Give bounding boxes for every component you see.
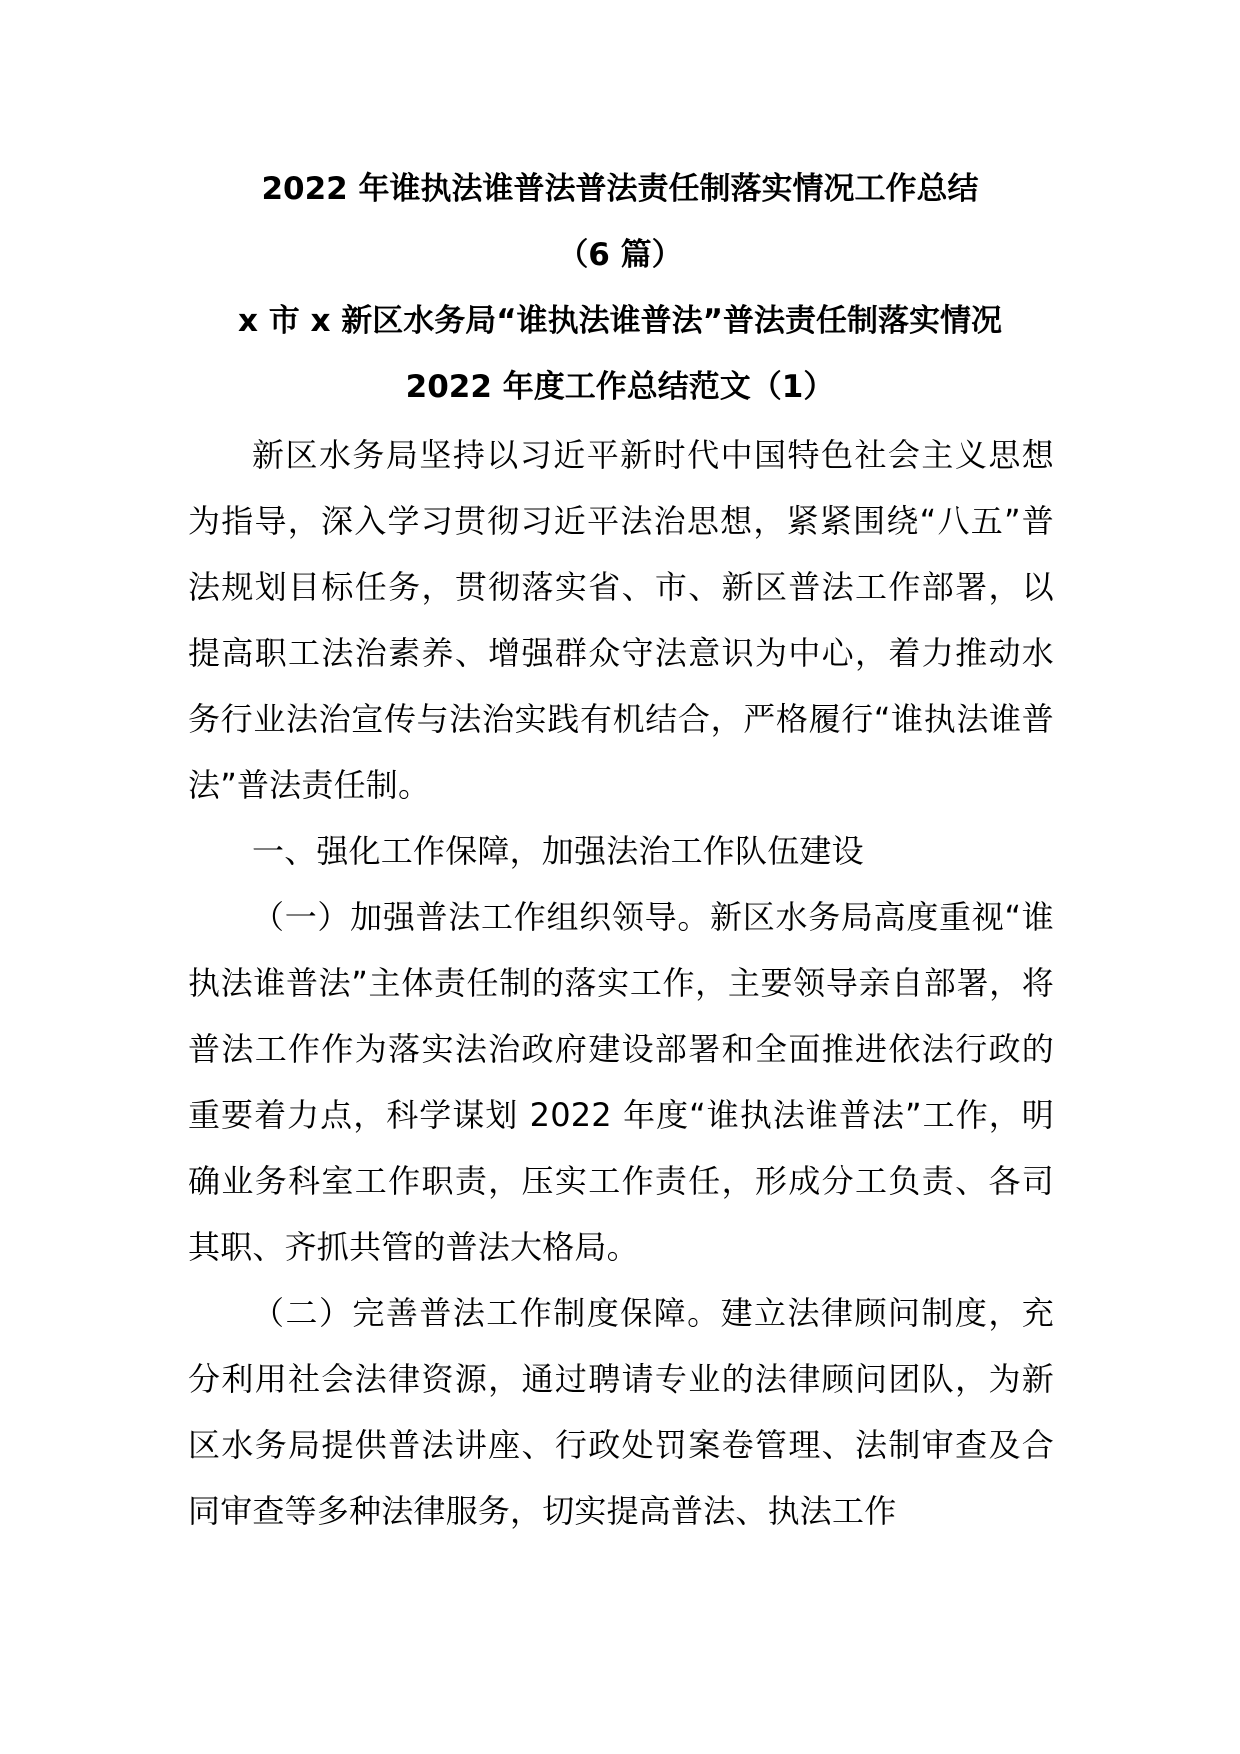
main-title-line-2: （6 篇） xyxy=(557,237,683,273)
paragraph-item-2: （二）完善普法工作制度保障。建立法律顾问制度，充分利用社会法律资源，通过聘请专业的法律顾问团队，为新区水务局提供普法讲座、行政处罚案卷管理、法制审查及合同审查等多种法律服务，切实提高普法、执法工作 xyxy=(188,1294,1054,1530)
title-block xyxy=(150,156,1090,420)
body-text xyxy=(188,422,1054,1544)
subtitle-line-2: 2022 年度工作总结范文（1） xyxy=(405,369,835,405)
paragraph-intro: 新区水务局坚持以习近平新时代中国特色社会主义思想为指导，深入学习贯彻习近平法治思想，紧紧围绕“八五”普法规划目标任务，贯彻落实省、市、新区普法工作部署，以提高职工法治素养、增强群众守法意识为中心，着力推动水务行业法治宣传与法治实践有机结合，严格履行“谁执法谁普法”普法责任制。 xyxy=(188,436,1054,804)
main-title-line-1: 2022 年谁执法谁普法普法责任制落实情况工作总结 xyxy=(261,171,979,207)
subtitle-line-1: x 市 x 新区水务局“谁执法谁普法”普法责任制落实情况 xyxy=(237,303,1003,339)
paragraph-item-1: （一）加强普法工作组织领导。新区水务局高度重视“谁执法谁普法”主体责任制的落实工作，主要领导亲自部署，将普法工作作为落实法治政府建设部署和全面推进依法行政的重要着力点，科学谋划 2022 年度“谁执法谁普法”工作，明确业务科室工作职责，压实工作责任，形成分工负责、各司其职、齐抓共管的普法大格局。 xyxy=(188,898,1054,1266)
section-heading-1: 一、强化工作保障，加强法治工作队伍建设 xyxy=(252,832,864,870)
